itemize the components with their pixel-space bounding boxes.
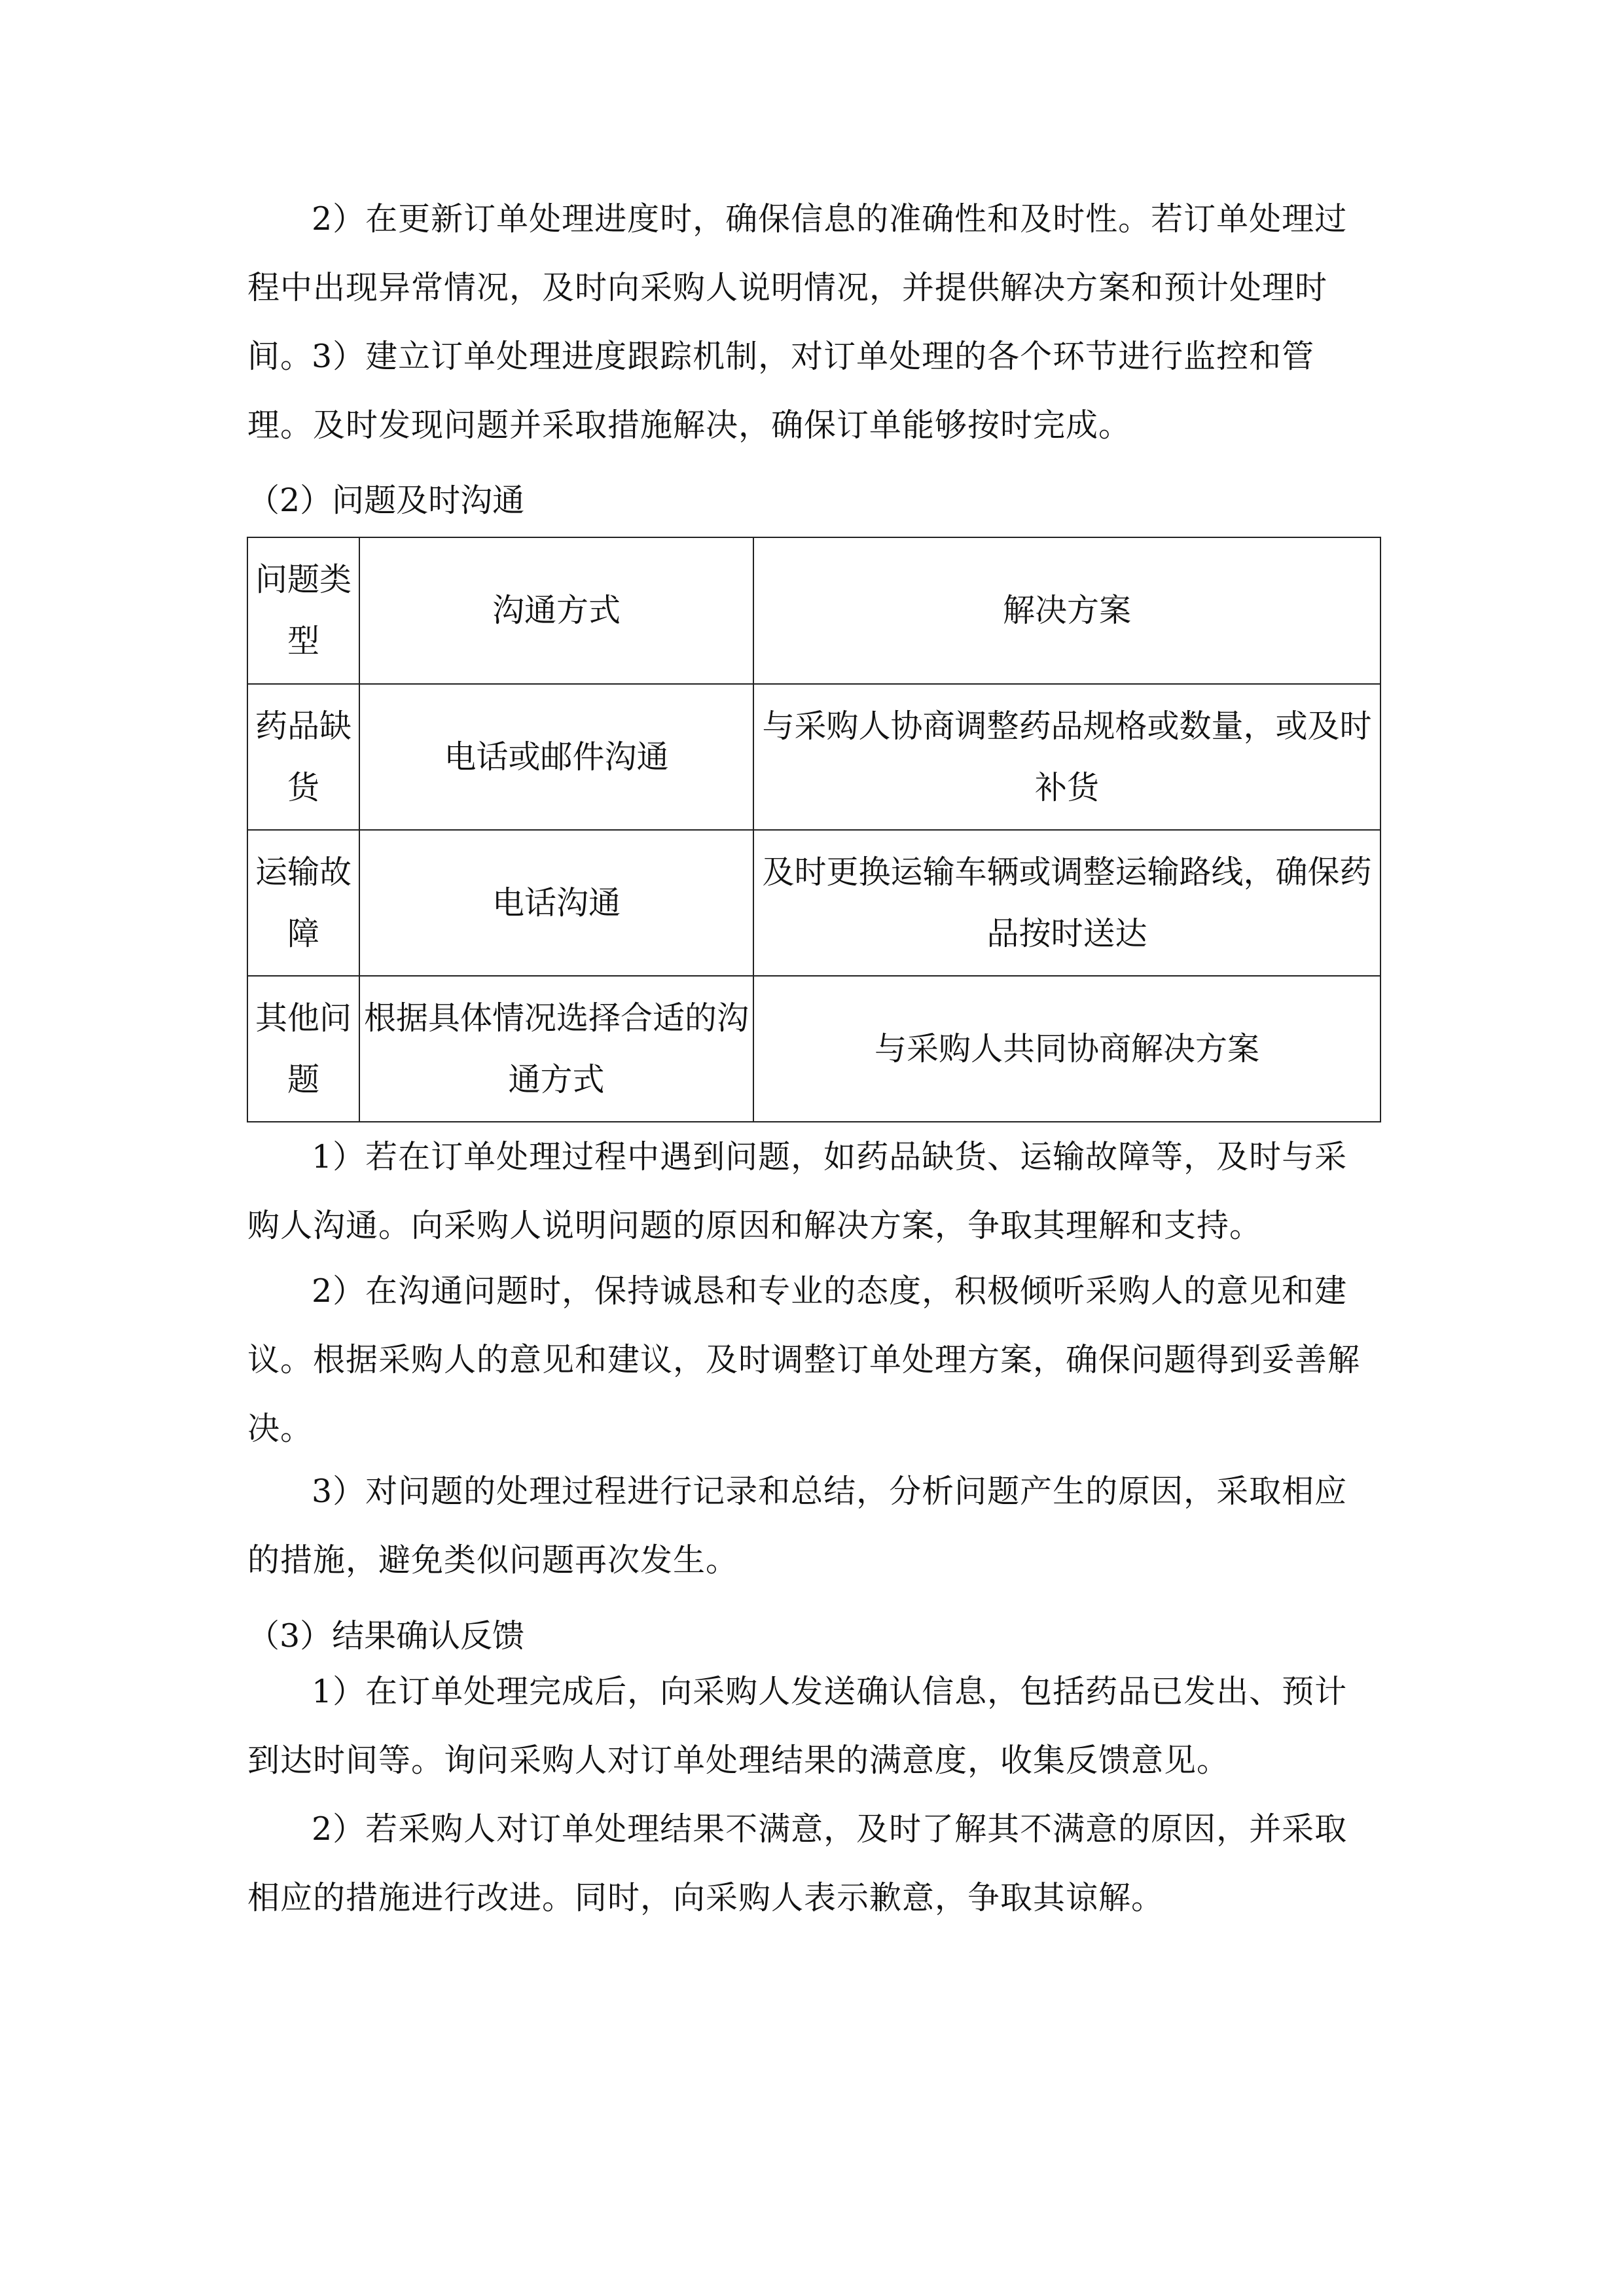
table-header-cell: 问题类型 [247,537,359,684]
table-cell: 药品缺货 [247,684,359,830]
table-cell: 及时更换运输车辆或调整运输路线，确保药品按时送达 [753,830,1380,976]
table-row [247,684,1380,830]
table-cell: 运输故障 [247,830,359,976]
section-heading-problem-communication: （2）问题及时沟通 [247,482,525,519]
table-cell: 与采购人协商调整药品规格或数量，或及时补货 [753,684,1380,830]
paragraph-professional-attitude: 2）在沟通问题时，保持诚恳和专业的态度，积极倾听采购人的意见和建议。根据采购人的意见和建议，及时调整订单处理方案，确保问题得到妥善解决。 [247,1272,1361,1447]
section-heading-result-confirmation: （3）结果确认反馈 [247,1617,525,1655]
table-cell: 电话沟通 [359,830,753,976]
paragraph-timely-communication: 1）若在订单处理过程中遇到问题，如药品缺货、运输故障等，及时与采购人沟通。向采购人说明问题的原因和解决方案，争取其理解和支持。 [247,1138,1348,1244]
table-header-cell: 解决方案 [753,537,1380,684]
table-cell: 与采购人共同协商解决方案 [753,976,1380,1122]
table-row [247,830,1380,976]
table-row [247,976,1380,1122]
problem-communication-table [247,537,1381,1122]
paragraph-handle-dissatisfaction: 2）若采购人对订单处理结果不满意，及时了解其不满意的原因，并采取相应的措施进行改进。同时，向采购人表示歉意，争取其谅解。 [247,1810,1348,1916]
paragraph-order-progress-update: 2）在更新订单处理进度时，确保信息的准确性和及时性。若订单处理过程中出现异常情况，及时向采购人说明情况，并提供解决方案和预计处理时间。 [247,200,1348,375]
table-cell: 其他问题 [247,976,359,1122]
paragraph-record-and-summary: 3）对问题的处理过程进行记录和总结，分析问题产生的原因，采取相应的措施，避免类似问题再次发生。 [247,1473,1348,1579]
paragraph-order-tracking-mechanism: 3）建立订单处理进度跟踪机制，对订单处理的各个环节进行监控和管理。及时发现问题并采取措施解决，确保订单能够按时完成。 [247,338,1315,444]
table-header-row [247,537,1380,684]
table-cell: 电话或邮件沟通 [359,684,753,830]
paragraph-send-confirmation: 1）在订单处理完成后，向采购人发送确认信息，包括药品已发出、预计到达时间等。询问采购人对订单处理结果的满意度，收集反馈意见。 [247,1673,1348,1779]
table-header-cell: 沟通方式 [359,537,753,684]
table-cell: 根据具体情况选择合适的沟通方式 [359,976,753,1122]
